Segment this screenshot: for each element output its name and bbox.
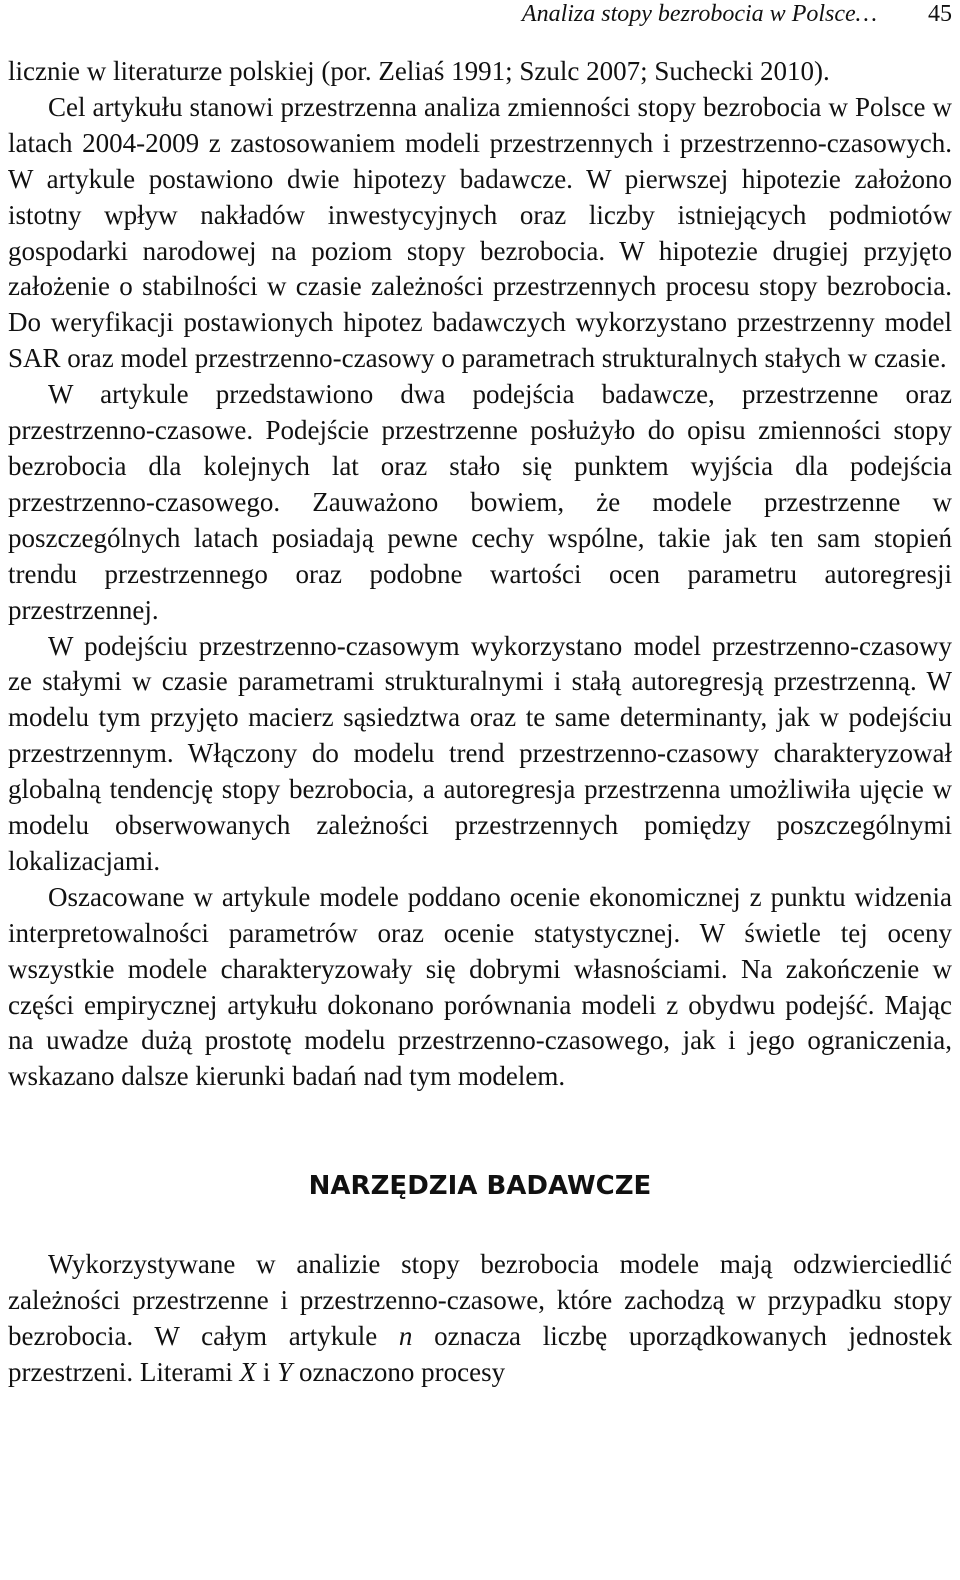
variable-x: X — [239, 1357, 257, 1387]
section-text-1: Wykorzystywane w analizie stopy bezrobocia modele mają odzwierciedlić zależności przestrzenne i przestrzenno-czasowe, które zachodzą w przypadku stopy bezrobocia. W całym artykule — [8, 1249, 952, 1352]
running-header — [8, 0, 952, 40]
variable-n: n — [398, 1321, 413, 1352]
body-paragraph-spatiotemporal: W podejściu przestrzenno-czasowym wykorzystano model przestrzenno-czasowy ze stałymi w czasie parametrami strukturalnymi i stałą autoregresją przestrzenną. W modelu tym przyjęto macierz sąsiedztwa oraz te same determinanty, jak w podejściu przestrzennym. Włączony do modelu trend przestrzenno-czasowy charakteryzował globalną tendencję stopy bezrobocia, a autoregresja przestrzenna umożliwiła ujęcie w modelu obserwowanych zależności przestrzennych pomiędzy poszczególnymi lokalizacjami. — [8, 630, 952, 876]
paper-page — [8, 0, 952, 1391]
variable-y: Y — [277, 1357, 293, 1387]
section-text-2: oznacza liczbę uporządkowanych jednostek przestrzeni. Literami — [8, 1321, 952, 1387]
section-paragraph-tools — [8, 1247, 952, 1391]
body-paragraph-continuation: licznie w literaturze polskiej (por. Zeliaś 1991; Szulc 2007; Suchecki 2010). — [8, 56, 830, 86]
section-text-3: i — [256, 1357, 278, 1387]
body-paragraph-aim: Cel artykułu stanowi przestrzenna analiza zmienności stopy bezrobocia w Polsce w latach 2004-2009 z zastosowaniem modeli przestrzennych i przestrzenno-czasowych. W artykule postawiono dwie hipotezy badawcze. W pierwszej hipotezie założono istotny wpływ nakładów inwestycyjnych oraz liczby istniejących podmiotów gospodarki narodowej na poziom stopy bezrobocia. W hipotezie drugiej przyjęto założenie o stabilności w czasie zależności przestrzennych procesu stopy bezrobocia. Do weryfikacji postawionych hipotez badawczych wykorzystano przestrzenny model SAR oraz model przestrzenno-czasowy o parametrach strukturalnych stałych w czasie. — [8, 91, 952, 374]
section-heading: NARZĘDZIA BADAWCZE — [308, 1171, 652, 1202]
body-paragraph-evaluation: Oszacowane w artykule modele poddano ocenie ekonomicznej z punktu widzenia interpretowalności parametrów oraz ocenie statystycznej. W świetle tej oceny wszystkie modele charakteryzowały się dobrymi własnościami. Na zakończenie w części empirycznej artykułu dokonano porównania modeli z obydwu podejść. Mając na uwadze dużą prostotę modelu przestrzenno-czasowego, jak i jego ograniczenia, wskazano dalsze kierunki badań nad tym modelem. — [8, 881, 952, 1092]
page-number: 45 — [928, 1, 952, 27]
section-text-4: oznaczono procesy — [292, 1357, 506, 1387]
running-title: Analiza stopy bezrobocia w Polsce… — [521, 1, 877, 27]
body-paragraph-approaches: W artykule przedstawiono dwa podejścia badawcze, przestrzenne oraz przestrzenno-czasowe. Podejście przestrzenne posłużyło do opisu zmienności stopy bezrobocia dla kolejnych lat oraz stało się punktem wyjścia dla podejścia przestrzenno-czasowego. Zauważono bowiem, że modele przestrzenne w poszczególnych latach posiadają pewne cechy wspólne, takie jak ten sam stopień trendu przestrzennego oraz podobne wartości ocen parametru autoregresji przestrzennej. — [8, 379, 952, 625]
